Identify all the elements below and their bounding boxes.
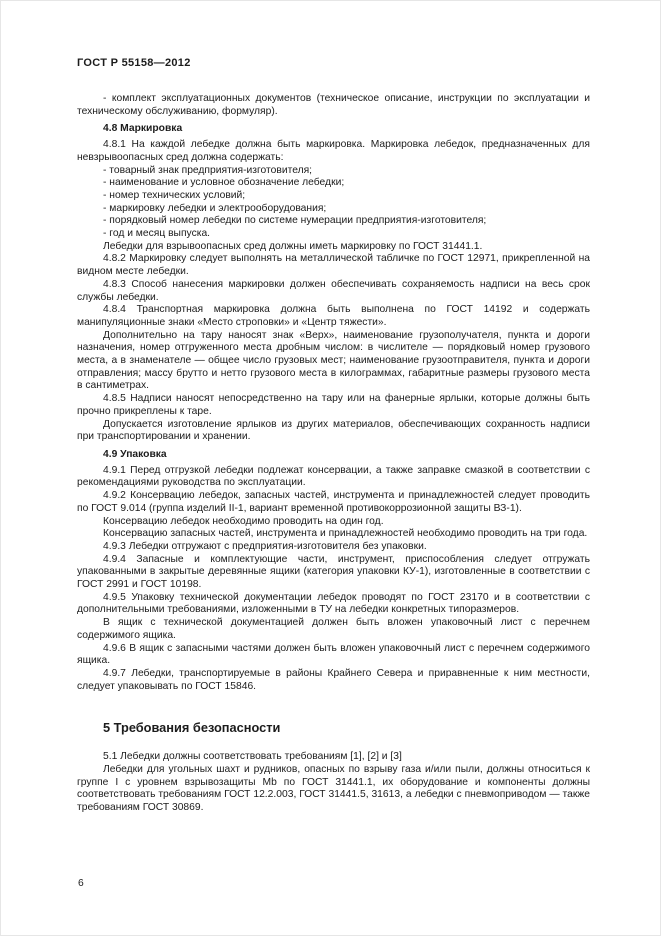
document-body [77,93,590,815]
list-item: - номер технических условий; [103,189,246,201]
paragraph: 4.9.5 Упаковку технической документации лебедок проводят по ГОСТ 23170 и в соответствии с дополнительными требованиями, изложенными в ТУ на лебедки конкретных типоразмеров. [77,591,590,616]
list-item: - комплект эксплуатационных документов (техническое описание, инструкции по эксплуатации и техническому обслуживанию, формуляр). [77,93,590,117]
subsection-heading: 4.8 Маркировка [103,123,183,135]
list-item: - маркировку лебедки и электрооборудования; [103,202,327,214]
paragraph: Допускается изготовление ярлыков из других материалов, обеспечивающих сохранность надписи при транспортировании и хранении. [77,418,590,443]
paragraph: Консервацию запасных частей, инструмента и принадлежностей необходимо проводить на три года. [103,528,588,540]
page-number: 6 [78,878,84,889]
paragraph: Лебедки для угольных шахт и рудников, опасных по взрыву газа и/или пыли, должны относиться к группе I с уровнем взрывозащиты Mb по ГОСТ 31441.1, их оборудование и компоненты должны соответствовать требованиям ГОСТ 12.2.003, ГОСТ 31441.5, 31613, а лебедки с пневмоприводом — также требованиям ГОСТ 30869. [77,764,590,814]
list-item: - год и месяц выпуска. [103,228,211,240]
paragraph: 4.9.3 Лебедки отгружают с предприятия-изготовителя без упаковки. [103,540,427,552]
paragraph: 4.9.6 В ящик с запасными частями должен быть вложен упаковочный лист с перечнем содержимого ящика. [77,642,590,667]
paragraph: 4.9.7 Лебедки, транспортируемые в районы Крайнего Севера и приравненные к ним местности, следует упаковывать по ГОСТ 15846. [77,667,590,692]
paragraph: Дополнительно на тару наносят знак «Верх», наименование грузополучателя, пункта и дороги назначения, номер отгруженного места дробным числом: в числителе — порядковый номер грузового места, а в знаменателе — общее число грузовых мест; наименование грузоотправителя, пункта и дороги отправления; массу брутто и нетто грузового места в килограммах, габаритные размеры грузового места в сантиметрах. [77,329,590,392]
subsection-heading: 4.9 Упаковка [103,448,167,460]
paragraph: 4.9.2 Консервацию лебедок, запасных частей, инструмента и принадлежностей следует проводить по ГОСТ 9.014 (группа изделий II-1, вариант временной противокоррозионной защиты ВЗ-1). [77,490,590,514]
list-item: - товарный знак предприятия-изготовителя; [103,164,313,176]
paragraph: 4.8.4 Транспортная маркировка должна быть выполнена по ГОСТ 14192 и содержать манипуляционные знаки «Место строповки» и «Центр тяжести». [77,304,590,328]
paragraph: 4.9.4 Запасные и комплектующие части, инструмент, приспособления следует отгружать упакованными в закрытые деревянные ящики (категория упаковки КУ-1), изготовленные в соответствии с ГОСТ 2991 и ГОСТ 10198. [77,553,590,591]
paragraph: 4.9.1 Перед отгрузкой лебедки подлежат консервации, а также заправке смазкой в соответствии с рекомендациями руководства по эксплуатации. [77,464,590,489]
paragraph: 5.1 Лебедки должны соответствовать требованиям [1], [2] и [3] [103,751,402,763]
document-code: ГОСТ Р 55158—2012 [77,57,191,69]
paragraph: В ящик с технической документацией должен быть вложен упаковочный лист с перечнем содержимого ящика. [77,617,590,641]
paragraph: 4.8.1 На каждой лебедке должна быть маркировка. Маркировка лебедок, предназначенных для невзрывоопасных сред должна содержать: [77,139,590,163]
paragraph: Лебедки для взрывоопасных сред должны иметь маркировку по ГОСТ 31441.1. [103,240,483,252]
document-header [77,53,590,67]
paragraph: 4.8.3 Способ нанесения маркировки должен обеспечивать сохраняемость надписи на весь срок службы лебедки. [77,278,590,303]
document-footer [78,878,84,889]
list-item: - наименование и условное обозначение лебедки; [103,177,345,189]
section-heading: 5 Требования безопасности [103,720,281,736]
paragraph: 4.8.5 Надписи наносят непосредственно на тару или на фанерные ярлыки, которые должны быть прочно прикреплены к таре. [77,393,590,417]
paragraph: 4.8.2 Маркировку следует выполнять на металлической табличке по ГОСТ 12971, прикрепленной на видном месте лебедки. [77,253,590,278]
paragraph: Консервацию лебедок необходимо проводить на один год. [103,515,384,527]
list-item: - порядковый номер лебедки по системе нумерации предприятия-изготовителя; [103,215,487,227]
